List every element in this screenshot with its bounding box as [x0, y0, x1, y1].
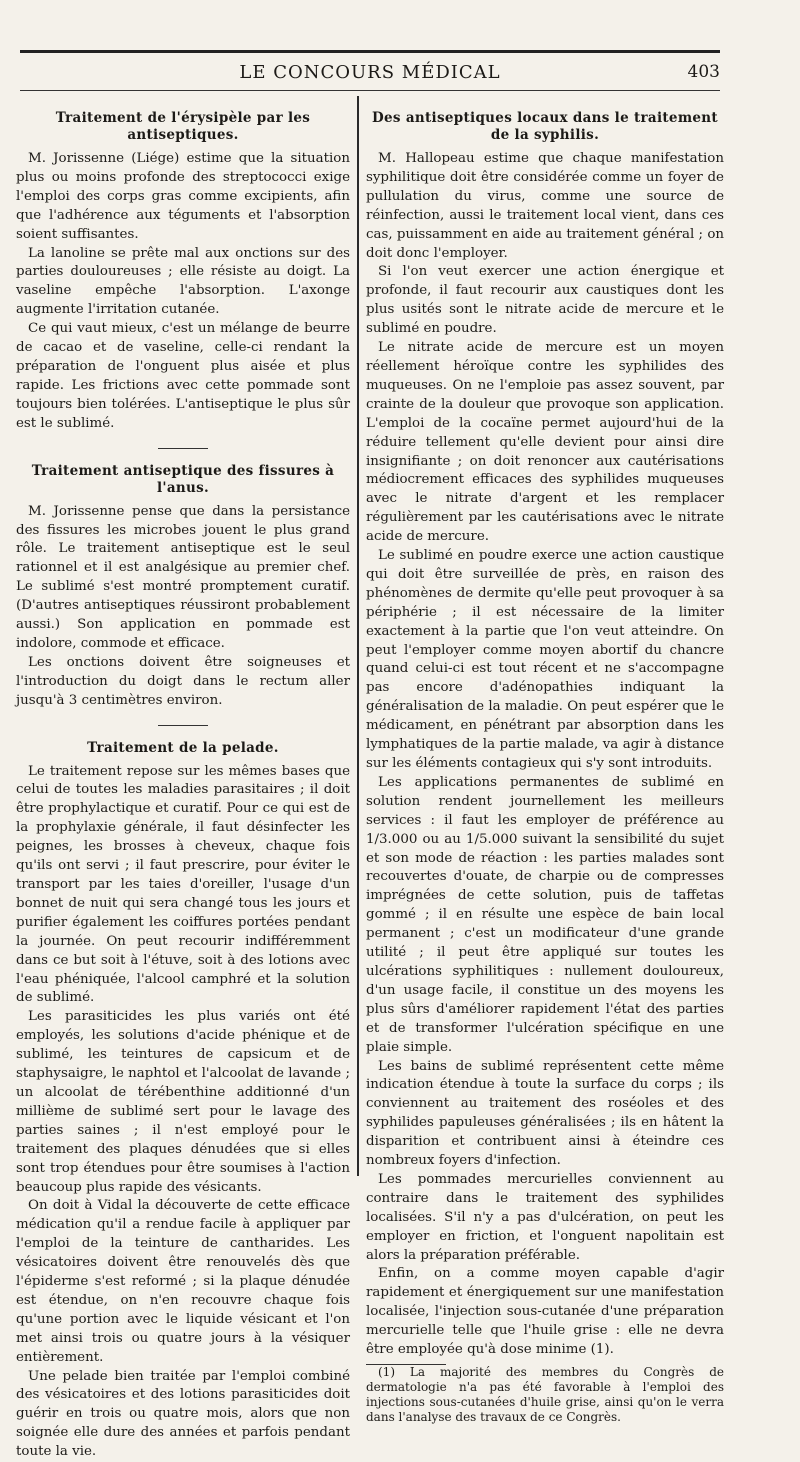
top-rule [20, 50, 720, 53]
section-title-pelade: Traitement de la pelade. [87, 739, 279, 756]
footnote: (1) La majorité des membres du Congrès de dermatologie n'a pas été favorable à l'emploi des injections sous-cutanées d'huile grise, ainsi qu'on le verra dans l'analyse des travaux de ce Congrès. [366, 1365, 724, 1424]
paragraph: Les pommades mercurielles conviennent au contraire dans le traitement des syphilides localisées. S'il n'y a pas d'ulcération, on peut les employer en friction, et l'onguent napolitain est alors la préparation préférable. [366, 1171, 724, 1263]
journal-title: LE CONCOURS MÉDICAL [239, 62, 501, 83]
paragraph: Le traitement repose sur les mêmes bases que celui de toutes les maladies parasitaires ; il doit être prophylactique et curatif. Pour ce qui est de la prophylaxie générale, il faut désinfecter les peignes, les brosses à cheveux, chaque fois qu'ils ont servi ; il faut prescrire, pour éviter le transport par les taies d'oreiller, l'usage d'un bonnet de nuit qui sera changé tous les jours et purifier également les coiffures portées pendant la journée. On peut recourir indifféremment dans ce but soit à l'étuve, soit à des lotions avec l'eau phéniquée, l'alcool camphré et la solution de sublimé. [16, 763, 350, 1006]
paragraph: Les applications permanentes de sublimé en solution rendent journellement les meilleurs services : il faut les employer de préférence au 1/3.000 ou au 1/5.000 suivant la sensibilité du sujet et son mode de réaction : les parties malades sont recouvertes d'ouate, de charpie ou de compresses imprégnées de cette solution, puis de taffetas gommé ; il en résulte une espèce de bain local permanent ; c'est un modificateur d'une grande utilité ; il peut être appliqué sur toutes les ulcérations syphilitiques : nullement douloureux, d'un usage facile, il constitue un des moyens les plus sûrs d'améliorer rapidement l'état des parties et de transformer l'ulcération spécifique en une plaie simple. [366, 774, 724, 1055]
paragraph: Si l'on veut exercer une action énergique et profonde, il faut recourir aux caustiques dont les plus usités sont le nitrate acide de mercure et le sublimé en poudre. [366, 264, 724, 337]
paragraph: M. Jorissenne pense que dans la persistance des fissures les microbes jouent le plus grand rôle. Le traitement antiseptique est le seul rationnel et il est analgésique au premier chef. Le sublimé s'est montré promptement curatif. (D'autres antiseptiques réussiront probablement aussi.) Son application en pommade est indolore, commode et efficace. [16, 503, 350, 651]
paragraph: Ce qui vaut mieux, c'est un mélange de beurre de cacao et de vaseline, celle-ci rendant la préparation de l'onguent plus aisée et plus rapide. Les frictions avec cette pommade sont toujours bien tolérées. L'antiseptique le plus sûr est le sublimé. [16, 321, 350, 431]
paragraph: La lanoline se prête mal aux onctions sur des parties douloureuses ; elle résiste au doigt. La vaseline empêche l'absorption. L'axonge augmente l'irritation cutanée. [16, 245, 350, 318]
paragraph: Les onctions doivent être soigneuses et l'introduction du doigt dans le rectum aller jusqu'à 3 centimètres environ. [16, 654, 350, 708]
left-column [16, 110, 350, 1462]
paragraph: On doit à Vidal la découverte de cette efficace médication qu'il a rendue facile à appliquer par l'emploi de la teinture de cantharides. Les vésicatoires doivent être renouvelés dès que l'épiderme s'est reformé ; si la plaque dénudée est étendue, on n'en recouvre chaque fois qu'une portion avec le liquide vésicant et l'on met ainsi trois ou quatre jours à la vésiquer entièrement. [16, 1198, 350, 1365]
paragraph: Les parasiticides les plus variés ont été employés, les solutions d'acide phénique et de sublimé, les teintures de capsicum et de staphysaigre, le naphtol et l'alcoolat de lavande ; un alcoolat de térébenthine additionné d'un millième de sublimé sert pour le lavage des parties saines ; il n'est employé pour le traitement des plaques dénudées que si elles sont trop étendues pour être soumises à l'action beaucoup plus rapide des vésicants. [16, 1009, 350, 1195]
right-column [366, 110, 724, 1425]
paragraph: M. Hallopeau estime que chaque manifestation syphilitique doit être considérée comme un foyer de pullulation du virus, comme une source de réinfection, aussi le traitement local vient, dans ces cas, puissamment en aide au traitement général ; on doit donc l'employer. [366, 151, 725, 261]
paragraph: Une pelade bien traitée par l'emploi combiné des vésicatoires et des lotions parasiticides doit guérir en trois ou quatre mois, alors que non soignée elle dure des années et parfois pendant toute la vie. [16, 1368, 350, 1460]
column-divider [357, 96, 359, 1176]
section-separator [158, 448, 208, 449]
paragraph: Le sublimé en poudre exerce une action caustique qui doit être surveillée de près, en raison des phénomènes de dermite qu'elle peut provoquer à sa périphérie ; il est nécessaire de la limiter exactement à la partie que l'on veut atteindre. On peut l'employer comme moyen abortif du chancre quand celui-ci est tout récent et ne s'accompagne pas encore d'adénopathies indiquant la généralisation de la maladie. On peut espérer que le médicament, en pénétrant par absorption dans les lymphatiques de la partie malade, va agir à distance sur les éléments contagieux qui s'y sont introduits. [366, 548, 724, 771]
header-rule [20, 90, 720, 91]
page-header [20, 58, 720, 86]
paragraph: Les bains de sublimé représentent cette même indication étendue à toute la surface du corps ; ils conviennent au traitement des roséoles et des syphilides papuleuses généralisées ; ils en hâtent la disparition et contribuent ainsi à éteindre ces nombreux foyers d'infection. [366, 1058, 724, 1169]
section-title-erysipele: Traitement de l'érysipèle par les antiseptiques. [55, 110, 311, 143]
paragraph: Enfin, on a comme moyen capable d'agir rapidement et énergiquement sur une manifestation localisée, l'injection sous-cutanée d'une préparation mercurielle telle que l'huile grise : elle ne devra être employée qu'à dose minime (1). [366, 1266, 724, 1358]
paragraph: Le nitrate acide de mercure est un moyen réellement héroïque contre les syphilides des muqueuses. On ne l'emploie pas assez souvent, par crainte de la douleur que provoque son application. L'emploi de la cocaïne permet aujourd'hui de la réduire tellement qu'elle devient pour ainsi dire insignifiante ; on doit renoncer aux cautérisations médiocrement efficaces des syphilides muqueuses avec le nitrate d'argent et les remplacer régulièrement par les cautérisations avec le nitrate acide de mercure. [366, 340, 724, 545]
page-number: 403 [687, 62, 720, 82]
section-title-fissures: Traitement antiseptique des fissures à l'anus. [31, 462, 335, 496]
section-separator [158, 725, 208, 726]
section-title-syphilis: Des antiseptiques locaux dans le traitement de la syphilis. [372, 110, 718, 143]
paragraph: M. Jorissenne (Liége) estime que la situation plus ou moins profonde des streptococci exige l'emploi des corps gras comme excipients, afin que l'adhérence aux téguments et l'absorption soient suffisantes. [16, 151, 350, 242]
